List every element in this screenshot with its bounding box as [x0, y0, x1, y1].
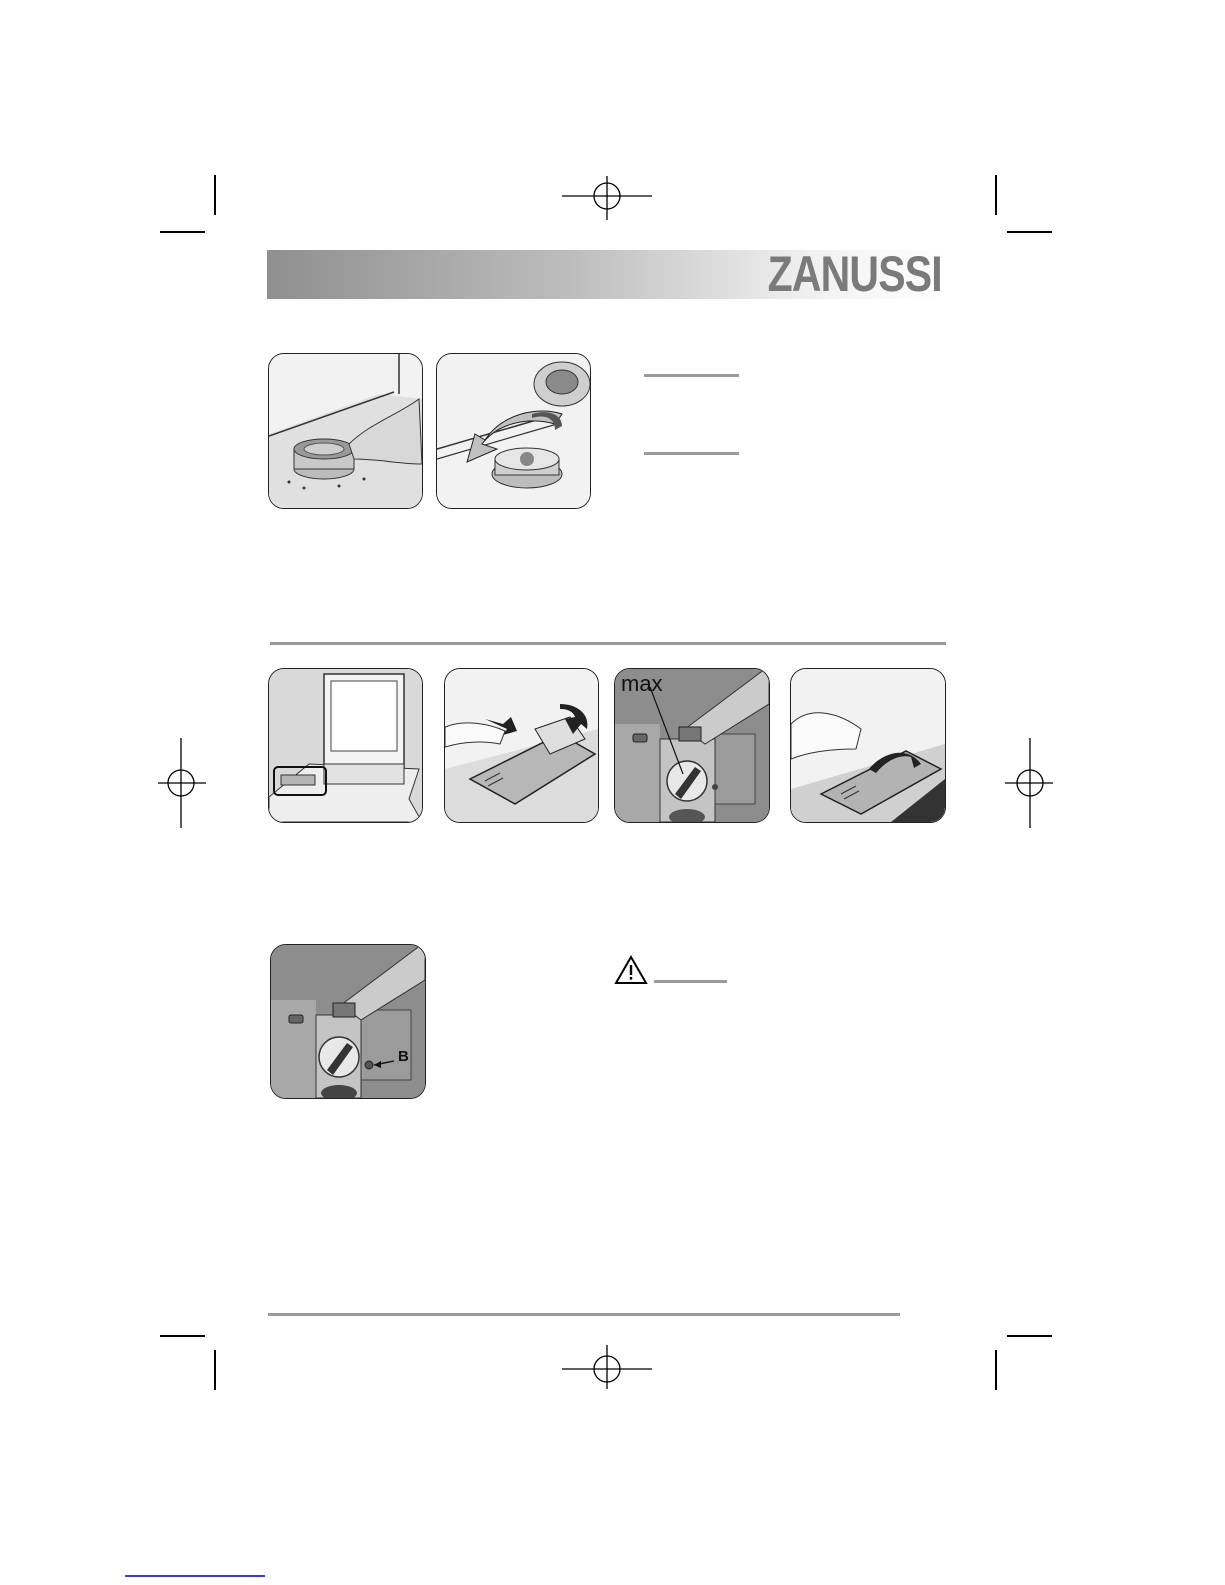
- indicator-b-label: B: [398, 1048, 409, 1065]
- crop-mark: [160, 1335, 205, 1337]
- rinse-step3-figure: [614, 668, 770, 823]
- header-band: [267, 246, 943, 302]
- filter-clean-figure: [268, 353, 423, 509]
- rinse-step2-figure: [444, 668, 599, 823]
- filter-refit-figure: [436, 353, 591, 509]
- text-rule: [654, 980, 727, 983]
- registration-mark-icon: [562, 1345, 652, 1389]
- filter-refit-arrow-illustration: [437, 354, 590, 508]
- indicator-figure: [270, 944, 426, 1099]
- crop-mark: [1007, 231, 1052, 233]
- rinse-step1-figure: [268, 668, 423, 823]
- text-rule: [644, 452, 739, 455]
- dispenser-lid-close-illustration: [791, 669, 945, 822]
- text-rule: [644, 374, 739, 377]
- rinse-step4-figure: [790, 668, 946, 823]
- crop-mark: [214, 175, 216, 215]
- crop-mark: [995, 1350, 997, 1390]
- section-divider: [270, 642, 946, 645]
- rinse-aid-indicator-illustration: [271, 945, 425, 1098]
- brand-logo: ZANUSSI: [767, 246, 942, 302]
- max-label: max: [621, 671, 663, 696]
- footer-link-underline[interactable]: [125, 1575, 265, 1577]
- filter-wipe-illustration: [269, 354, 422, 508]
- registration-mark-icon: [562, 176, 652, 220]
- registration-mark-icon: [1005, 738, 1053, 828]
- registration-mark-icon: [158, 738, 206, 828]
- dispenser-lid-open-illustration: [445, 669, 598, 822]
- footer-rule: [268, 1313, 900, 1316]
- crop-mark: [995, 175, 997, 215]
- crop-mark: [160, 231, 205, 233]
- dishwasher-door-open-illustration: [269, 669, 422, 822]
- crop-mark: [1007, 1335, 1052, 1337]
- crop-mark: [214, 1350, 216, 1390]
- warning-triangle-icon: [614, 955, 648, 985]
